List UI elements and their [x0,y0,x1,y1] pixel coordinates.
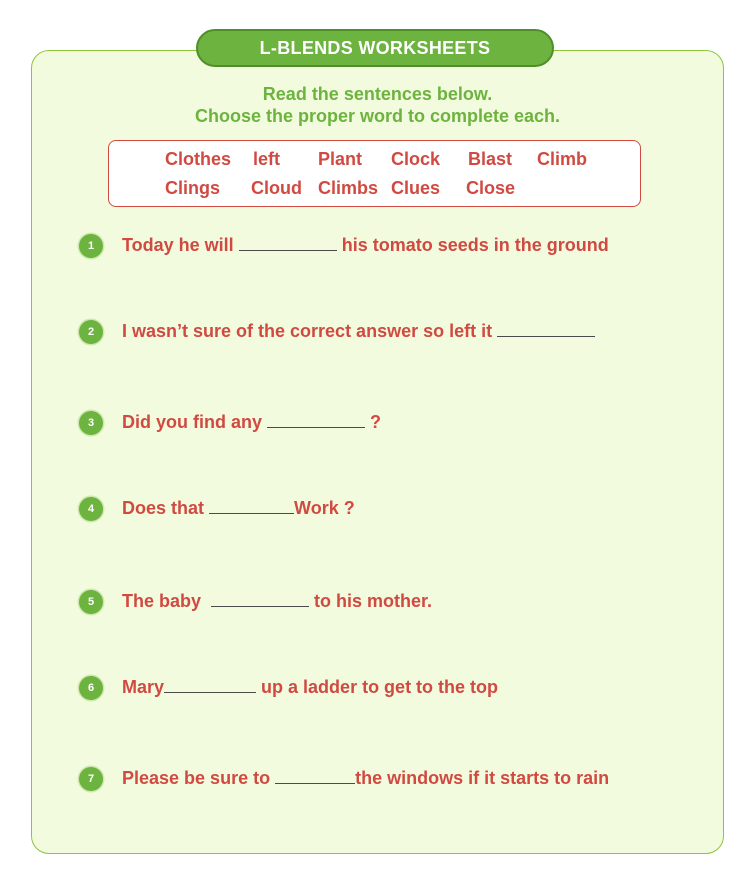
question-number-badge: 3 [79,411,103,435]
word-bank-item: Blast [468,149,513,169]
answer-blank[interactable] [209,497,294,514]
word-bank-item: Clues [391,178,441,198]
question-4 [122,496,355,520]
question-text: Please be sure to [122,768,271,788]
question-number-badge: 1 [79,234,103,258]
question-text: The baby [122,591,202,611]
question-5 [122,589,432,613]
question-text: to his mother. [314,591,433,611]
word-bank-item: Climb [537,149,588,169]
question-text: ? [370,412,382,432]
question-text: Work ? [294,498,355,518]
answer-blank[interactable] [239,234,337,251]
question-number-badge: 6 [79,676,103,700]
word-bank-item: left [253,149,280,169]
question-number-badge: 4 [79,497,103,521]
answer-blank[interactable] [267,411,365,428]
question-6 [122,675,498,699]
question-2 [122,319,595,343]
answer-blank[interactable] [497,320,595,337]
question-text: Today he will [122,235,234,255]
question-3 [122,410,381,434]
word-bank-item: Plant [318,149,363,169]
word-bank-item: Cloud [251,178,302,198]
question-number-badge: 7 [79,767,103,791]
question-text: the windows if it starts to rain [355,768,610,788]
instruction-line-2: Choose the proper word to complete each. [194,106,561,126]
worksheet-title: L-BLENDS WORKSHEETS [196,29,554,67]
word-bank-item: Clock [391,149,441,169]
word-bank-item: Clings [165,178,221,198]
answer-blank[interactable] [275,767,355,784]
answer-blank[interactable] [211,590,309,607]
instruction-line-1: Read the sentences below. [262,84,493,104]
question-number-badge: 5 [79,590,103,614]
question-text: Did you find any [122,412,263,432]
word-bank-item: Clothes [165,149,232,169]
question-text: Does that [122,498,205,518]
question-7 [122,766,609,790]
word-bank-item: Climbs [318,178,379,198]
question-text: Mary [122,677,165,697]
word-bank-item: Close [466,178,516,198]
question-text: his tomato seeds in the ground [341,235,609,255]
question-number-badge: 2 [79,320,103,344]
question-text: up a ladder to get to the top [261,677,499,697]
question-text: I wasn’t sure of the correct answer so left it [122,321,493,341]
answer-blank[interactable] [164,676,256,693]
word-bank [108,140,641,207]
question-1 [122,233,609,257]
